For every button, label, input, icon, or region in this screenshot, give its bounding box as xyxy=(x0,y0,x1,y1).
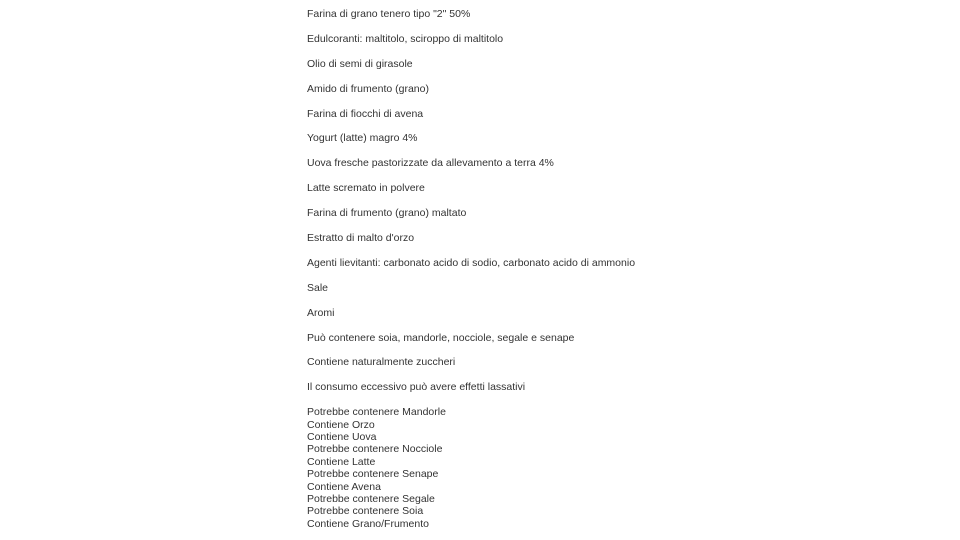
ingredient-line: Yogurt (latte) magro 4% xyxy=(307,132,418,145)
ingredient-line: Farina di fiocchi di avena xyxy=(307,107,424,120)
ingredient-list xyxy=(307,8,827,394)
allergen-line: Potrebbe contenere Nocciole xyxy=(307,443,443,456)
allergen-line: Potrebbe contenere Senape xyxy=(307,468,439,481)
ingredients-document xyxy=(307,8,827,530)
ingredient-line: Il consumo eccessivo può avere effetti lassativi xyxy=(307,381,526,394)
ingredient-line: Estratto di malto d'orzo xyxy=(307,232,415,245)
ingredient-line: Uova fresche pastorizzate da allevamento a terra 4% xyxy=(307,157,554,170)
allergen-list xyxy=(307,406,827,530)
allergen-line: Potrebbe contenere Segale xyxy=(307,492,435,505)
allergen-line: Contiene Latte xyxy=(307,455,376,468)
ingredient-line: Contiene naturalmente zuccheri xyxy=(307,356,456,369)
allergen-line: Contiene Uova xyxy=(307,431,377,444)
ingredient-line: Farina di grano tenero tipo "2" 50% xyxy=(307,8,471,20)
allergen-line: Potrebbe contenere Mandorle xyxy=(307,406,446,419)
ingredient-line: Sale xyxy=(307,281,329,294)
ingredient-line: Edulcoranti: maltitolo, sciroppo di maltitolo xyxy=(307,32,504,45)
ingredient-line: Farina di frumento (grano) maltato xyxy=(307,207,467,220)
allergen-line: Contiene Grano/Frumento xyxy=(307,517,429,530)
ingredient-line: Agenti lievitanti: carbonato acido di sodio, carbonato acido di ammonio xyxy=(307,256,636,269)
ingredient-line: Può contenere soia, mandorle, nocciole, segale e senape xyxy=(307,331,575,344)
ingredient-line: Amido di frumento (grano) xyxy=(307,82,429,95)
ingredient-line: Latte scremato in polvere xyxy=(307,182,425,195)
ingredient-line: Aromi xyxy=(307,306,335,319)
allergen-line: Contiene Avena xyxy=(307,480,381,493)
ingredient-line: Olio di semi di girasole xyxy=(307,57,413,70)
allergen-line: Potrebbe contenere Soia xyxy=(307,505,424,518)
allergen-line: Contiene Orzo xyxy=(307,418,375,431)
